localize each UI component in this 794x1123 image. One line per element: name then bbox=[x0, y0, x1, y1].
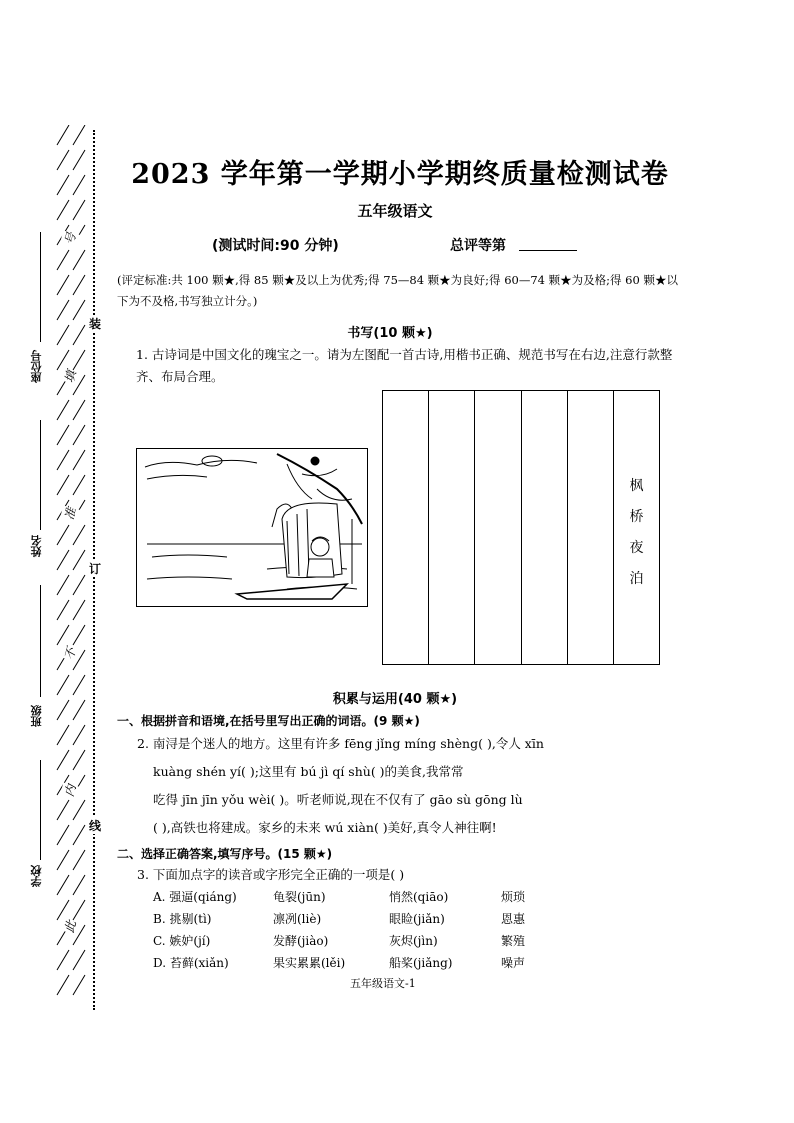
poem-title-char: 桥 bbox=[629, 509, 644, 525]
option-item: 眼睑(jiǎn) bbox=[389, 912, 445, 926]
option-item: 龟裂(jūn) bbox=[273, 890, 326, 904]
binding-char-ding: 订 bbox=[89, 562, 102, 576]
option-item: 噪声 bbox=[501, 956, 526, 970]
writing-column[interactable] bbox=[568, 391, 614, 664]
grade-label: 总评等第 bbox=[450, 238, 506, 254]
writing-column[interactable] bbox=[429, 391, 475, 664]
grading-criteria: (评定标准:共 100 颗★,得 85 颗★及以上为优秀;得 75—84 颗★为良好;得 60—74 颗★为及格;得 60 颗★以下为不及格,书写独立计分。) bbox=[117, 273, 678, 308]
name-field[interactable] bbox=[40, 420, 41, 530]
notice-char: 填 bbox=[62, 369, 79, 385]
option-item: B. 挑剔(tì) bbox=[153, 912, 212, 926]
option-item: A. 强逼(qiáng) bbox=[153, 890, 237, 904]
option-item: 恩惠 bbox=[501, 912, 526, 926]
option-item: C. 嫉妒(jí) bbox=[153, 934, 211, 948]
seat-number-field[interactable] bbox=[40, 232, 41, 342]
option-item: 船桨(jiǎng) bbox=[389, 956, 453, 970]
option-item: 烦琐 bbox=[501, 890, 526, 904]
writing-grid[interactable] bbox=[382, 390, 660, 665]
poem-title-char: 夜 bbox=[629, 540, 644, 556]
binding-char-zhuang: 装 bbox=[89, 317, 102, 331]
accumulate-heading: 积累与运用(40 颗★) bbox=[332, 692, 458, 707]
exam-title: 2023 学年第一学期小学期终质量检测试卷 bbox=[131, 159, 669, 190]
notice-char: 准 bbox=[62, 506, 79, 522]
question-2-line: 吃得 jīn jīn yǒu wèi( )。听老师说,现在不仅有了 gāo sù gōng lù bbox=[153, 792, 523, 807]
exam-subject: 五年级语文 bbox=[357, 202, 433, 220]
option-item: 发酵(jiào) bbox=[273, 934, 329, 948]
part-1-heading: 一、根据拼音和语境,在括号里写出正确的词语。(9 颗★) bbox=[117, 714, 420, 728]
option-item: 凛冽(liè) bbox=[273, 912, 322, 926]
poem-title-char: 枫 bbox=[629, 478, 644, 494]
writing-column[interactable] bbox=[383, 391, 429, 664]
option-item: 繁殖 bbox=[501, 934, 526, 948]
notice-char: 号 bbox=[62, 231, 79, 247]
name-label: 姓名 bbox=[30, 535, 43, 557]
exam-time: (测试时间:90 分钟) bbox=[212, 238, 339, 254]
seat-number-label: 座位号 bbox=[30, 350, 43, 383]
class-label: 班级 bbox=[30, 705, 43, 727]
part-2-heading: 二、选择正确答案,填写序号。(15 颗★) bbox=[117, 847, 333, 861]
question-2-line: ( ),高铁也将建成。家乡的未来 wú xiàn( )美好,真令人神往啊! bbox=[153, 820, 497, 835]
grade-blank[interactable] bbox=[519, 250, 577, 251]
binding-char-xian: 线 bbox=[89, 819, 102, 833]
question-1: 1. 古诗词是中国文化的瑰宝之一。请为左图配一首古诗,用楷书正确、规范书写在右边,注意行款整齐、布局合理。 bbox=[136, 347, 673, 384]
question-3: 3. 下面加点字的读音或字形完全正确的一项是( ) bbox=[137, 867, 405, 882]
writing-column[interactable] bbox=[475, 391, 521, 664]
notice-char: 内 bbox=[62, 783, 79, 799]
boat-scene-image bbox=[137, 449, 367, 606]
option-item: 果实累累(lěi) bbox=[273, 956, 346, 970]
option-item: D. 苔藓(xiǎn) bbox=[153, 956, 229, 970]
school-field[interactable] bbox=[40, 760, 41, 860]
writing-heading: 书写(10 颗★) bbox=[347, 326, 433, 341]
notice-char: 不 bbox=[62, 646, 79, 662]
writing-column[interactable] bbox=[522, 391, 568, 664]
question-2-line: 2. 南浔是个迷人的地方。这里有许多 fēng jǐng míng shèng( ),令人 xīn bbox=[137, 736, 544, 751]
boat-illustration bbox=[136, 448, 368, 607]
poem-title-column bbox=[614, 391, 659, 664]
notice-char: 此 bbox=[62, 919, 79, 935]
option-item: 灰烬(jìn) bbox=[389, 934, 438, 948]
option-item: 悄然(qiāo) bbox=[389, 890, 449, 904]
margin-slash-pattern bbox=[55, 125, 87, 1010]
question-2-line: kuàng shén yí( );这里有 bú jì qí shù( )的美食,我常常 bbox=[153, 764, 464, 779]
page-footer: 五年级语文-1 bbox=[350, 977, 416, 990]
school-label: 学校 bbox=[30, 865, 43, 887]
class-field[interactable] bbox=[40, 585, 41, 697]
poem-title-char: 泊 bbox=[629, 571, 644, 587]
